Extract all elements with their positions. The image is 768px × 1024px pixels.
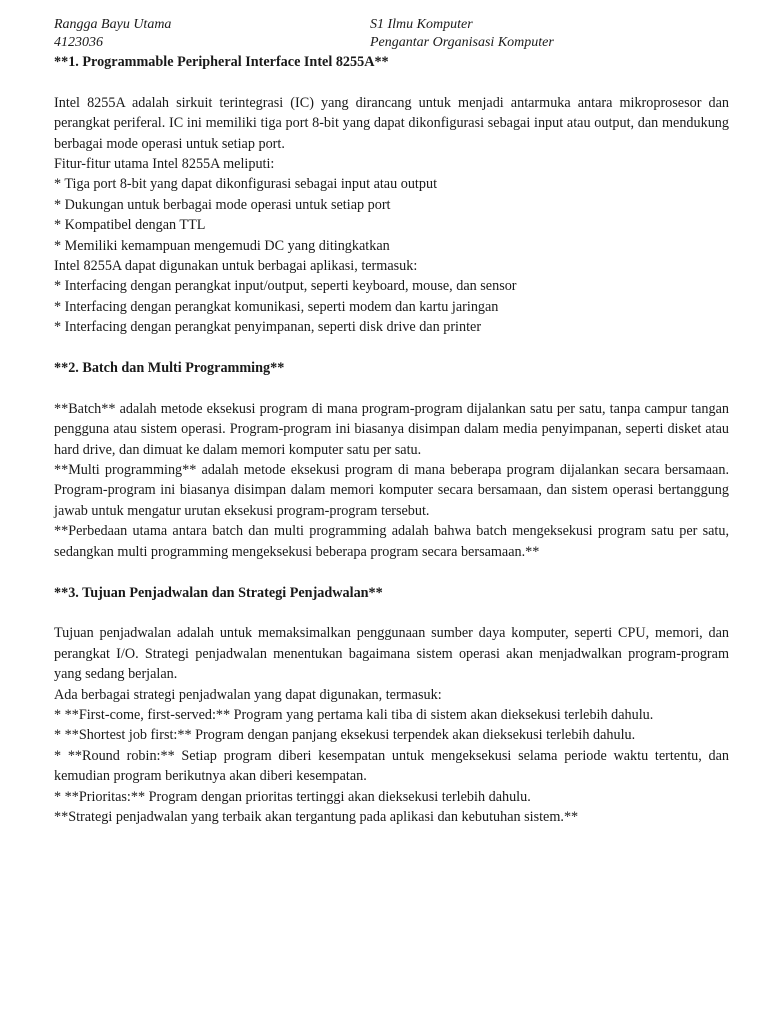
list-item: * Tiga port 8-bit yang dapat dikonfigurasi sebagai input atau output	[54, 176, 438, 193]
list-item: * **Round robin:** Setiap program diberi kesempatan untuk mengeksekusi selama periode waktu tertentu, dan kemudian program berikutnya akan diberi kesempatan.	[54, 747, 729, 785]
document-header	[54, 16, 729, 52]
list-item: * Memiliki kemampuan mengemudi DC yang ditingkatkan	[54, 237, 390, 254]
paragraph-multi-programming: **Multi programming** adalah metode eksekusi program di mana beberapa program dijalankan secara bersamaan. Program-program ini biasanya disimpan dalam memori komputer secara bersamaan, dan sistem operasi bertanggung jawab untuk mengatur urutan eksekusi program-program tersebut.	[54, 462, 729, 519]
section-scheduling	[54, 583, 729, 828]
section-heading-8255a: **1. Programmable Peripheral Interface Intel 8255A**	[54, 54, 389, 70]
list-item: * Interfacing dengan perangkat penyimpanan, seperti disk drive dan printer	[54, 319, 482, 336]
list-item: * **First-come, first-served:** Program yang pertama kali tiba di sistem akan dieksekusi terlebih dahulu.	[54, 706, 654, 723]
list-item: * Dukungan untuk berbagai mode operasi untuk setiap port	[54, 196, 391, 213]
paragraph-conclusion: **Strategi penjadwalan yang terbaik akan tergantung pada aplikasi dan kebutuhan sistem.**	[54, 808, 579, 825]
document-page	[54, 16, 729, 827]
features-list	[54, 174, 729, 256]
header-left-column	[54, 16, 171, 51]
list-item: * Kompatibel dengan TTL	[54, 217, 206, 234]
list-item: * **Shortest job first:** Program dengan panjang eksekusi terpendek akan dieksekusi terlebih dahulu.	[54, 727, 636, 744]
features-label: Fitur-fitur utama Intel 8255A meliputi:	[54, 156, 275, 173]
paragraph-scheduling-goal: Tujuan penjadwalan adalah untuk memaksimalkan penggunaan sumber daya komputer, seperti CPU, memori, dan perangkat I/O. Strategi penjadwalan menentukan bagaimana sistem operasi akan menjadwalkan program-program yang sedang berjalan.	[54, 625, 729, 683]
applications-list	[54, 276, 729, 337]
program-name: S1 Ilmu Komputer	[370, 17, 473, 32]
student-id: 4123036	[54, 34, 103, 50]
section-heading-scheduling: **3. Tujuan Penjadwalan dan Strategi Penjadwalan**	[54, 584, 383, 601]
paragraph-batch: **Batch** adalah metode eksekusi program di mana program-program dijalankan satu per satu, tanpa campur tangan pengguna atau sistem operasi. Program-program ini biasanya disimpan dalam media penyimpanan, seperti disket atau hard drive, dan dimuat ke dalam memori komputer satu per satu.	[54, 400, 729, 458]
section-heading-batch: **2. Batch dan Multi Programming**	[54, 360, 285, 377]
applications-label: Intel 8255A dapat digunakan untuk berbagai aplikasi, termasuk:	[54, 258, 418, 275]
strategies-label: Ada berbagai strategi penjadwalan yang dapat digunakan, termasuk:	[54, 686, 442, 703]
paragraph-8255a-intro: Intel 8255A adalah sirkuit terintegrasi (IC) yang dirancang untuk menjadi antarmuka antara mikroprosesor dan perangkat periferal. IC ini memiliki tiga port 8-bit yang dapat dikonfigurasi sebagai input atau output, dan mendukung berbagai mode operasi untuk setiap port.	[54, 94, 729, 152]
section-batch-multiprogramming	[54, 358, 729, 562]
strategies-list	[54, 705, 729, 807]
course-name: Pengantar Organisasi Komputer	[370, 34, 554, 50]
list-item: * **Prioritas:** Program dengan prioritas tertinggi akan dieksekusi terlebih dahulu.	[54, 788, 531, 805]
paragraph-difference: **Perbedaan utama antara batch dan multi programming adalah bahwa batch mengeksekusi program satu per satu, sedangkan multi programming mengeksekusi beberapa program secara bersamaan.**	[54, 523, 729, 560]
list-item: * Interfacing dengan perangkat komunikasi, seperti modem dan kartu jaringan	[54, 298, 499, 315]
section-8255a	[54, 52, 729, 338]
author-name: Rangga Bayu Utama	[54, 17, 172, 32]
list-item: * Interfacing dengan perangkat input/output, seperti keyboard, mouse, dan sensor	[54, 278, 517, 295]
header-right-column	[370, 16, 554, 51]
